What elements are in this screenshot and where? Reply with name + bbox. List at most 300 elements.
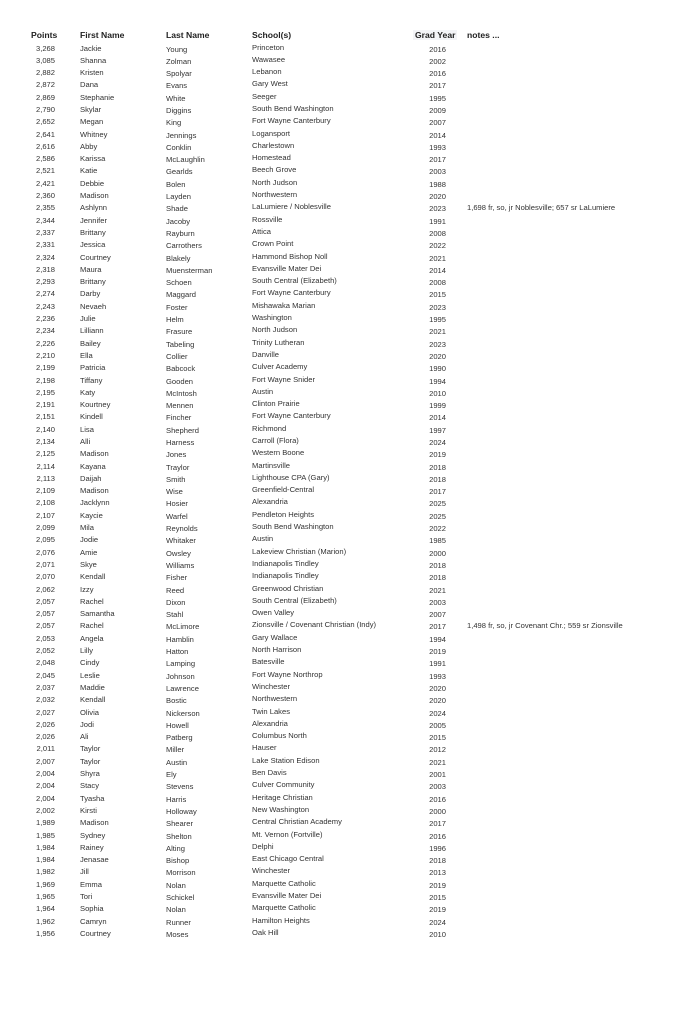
cell-last-name: Maggard [166, 290, 196, 300]
cell-school: Fort Wayne Canterbury [252, 288, 331, 298]
table-row [0, 682, 673, 694]
cell-school: Delphi [252, 841, 274, 851]
cell-first-name: Katie [80, 166, 98, 176]
table-row [0, 756, 673, 768]
table-row [0, 817, 673, 829]
cell-points: 2,076 [35, 547, 55, 557]
cell-grad-year: 2010 [429, 388, 446, 398]
cell-points: 2,107 [35, 510, 55, 520]
cell-last-name: Zolman [166, 56, 192, 66]
cell-first-name: Darby [80, 289, 101, 299]
cell-grad-year: 2023 [429, 339, 446, 349]
cell-points: 2,007 [35, 756, 55, 766]
cell-points: 2,057 [35, 596, 55, 606]
cell-grad-year: 2021 [429, 253, 446, 263]
cell-school: South Central (Elizabeth) [252, 276, 337, 286]
cell-grad-year: 1993 [429, 671, 446, 681]
cell-last-name: Dixon [166, 597, 186, 607]
cell-grad-year: 2008 [429, 278, 446, 288]
cell-first-name: Shyra [80, 769, 100, 779]
cell-points: 2,045 [35, 670, 55, 680]
header-notes: notes ... [467, 30, 500, 40]
cell-school: East Chicago Central [252, 854, 324, 864]
cell-grad-year: 2012 [429, 745, 446, 755]
cell-last-name: Collier [166, 351, 188, 361]
cell-last-name: Foster [166, 302, 188, 312]
cell-grad-year: 2005 [429, 720, 446, 730]
cell-last-name: Tabeling [166, 339, 195, 349]
cell-last-name: Shearer [166, 819, 194, 829]
cell-first-name: Bailey [80, 338, 101, 348]
cell-last-name: Smith [166, 474, 186, 484]
cell-points: 2,521 [35, 166, 55, 176]
cell-first-name: Sydney [80, 830, 106, 840]
cell-school: South Bend Washington [252, 103, 334, 113]
cell-first-name: Jill [80, 867, 89, 877]
cell-grad-year: 2016 [429, 69, 446, 79]
cell-grad-year: 2022 [429, 524, 446, 534]
cell-points: 2,057 [35, 609, 55, 619]
table-row [0, 719, 673, 731]
cell-school: Gary Wallace [252, 632, 298, 642]
table-row [0, 731, 673, 743]
cell-school: Owen Valley [252, 608, 295, 618]
cell-first-name: Skye [80, 559, 97, 569]
cell-school: Zionsville / Covenant Christian (Indy) [252, 620, 377, 630]
cell-last-name: Conklin [166, 142, 192, 152]
cell-school: Heritage Christian [252, 792, 313, 802]
cell-points: 2,331 [35, 240, 55, 250]
cell-points: 2,134 [35, 437, 55, 446]
cell-grad-year: 1994 [429, 634, 446, 644]
cell-points: 2,062 [35, 584, 55, 594]
table-row [0, 178, 673, 190]
table-row [0, 670, 673, 682]
cell-last-name: Nolan [166, 880, 186, 890]
cell-first-name: Lisa [80, 424, 94, 434]
cell-last-name: Nolan [166, 905, 186, 915]
cell-grad-year: 2020 [429, 696, 446, 706]
cell-last-name: Spolyar [166, 69, 192, 79]
table-row [0, 596, 673, 608]
cell-grad-year: 2021 [429, 585, 446, 595]
cell-grad-year: 2019 [429, 905, 446, 915]
cell-first-name: Tiffany [80, 375, 103, 385]
cell-points: 2,004 [35, 781, 55, 791]
cell-last-name: Stevens [166, 782, 194, 792]
cell-school: South Bend Washington [252, 522, 334, 532]
table-row [0, 633, 673, 645]
table-row [0, 461, 673, 473]
cell-school: Western Boone [252, 448, 305, 458]
cell-first-name: Patricia [80, 363, 106, 373]
cell-last-name: Gooden [166, 376, 194, 386]
cell-points: 2,243 [35, 301, 55, 311]
cell-points: 2,337 [35, 227, 55, 237]
table-row [0, 916, 673, 928]
cell-school: New Washington [252, 804, 310, 814]
cell-school: Lake Station Edison [252, 755, 320, 765]
cell-first-name: Alli [80, 437, 91, 446]
cell-points: 2,109 [35, 486, 55, 496]
cell-first-name: Abby [80, 141, 98, 151]
table-row [0, 338, 673, 350]
cell-points: 2,210 [35, 350, 55, 360]
table-row [0, 928, 673, 940]
cell-first-name: Madison [80, 191, 109, 201]
cell-grad-year: 1994 [429, 376, 446, 386]
cell-last-name: Schoen [166, 278, 192, 288]
cell-last-name: Williams [166, 560, 195, 570]
cell-last-name: Shepherd [166, 425, 199, 435]
table-row [0, 202, 673, 214]
table-row [0, 780, 673, 792]
cell-school: Northwestern [252, 190, 298, 200]
cell-first-name: Taylor [80, 756, 101, 766]
header-points: Points [31, 30, 58, 40]
cell-points: 2,053 [35, 633, 55, 643]
header-schools: School(s) [252, 30, 292, 40]
cell-first-name: Emma [80, 879, 102, 889]
cell-first-name: Daijah [80, 473, 102, 483]
cell-points: 1,965 [35, 891, 55, 901]
cell-grad-year: 2003 [429, 597, 446, 607]
cell-last-name: Harris [166, 794, 187, 804]
cell-last-name: Evans [166, 81, 188, 91]
cell-points: 2,344 [35, 215, 55, 225]
cell-school: Marquette Catholic [252, 878, 316, 888]
cell-last-name: Moses [166, 929, 189, 939]
cell-last-name: Fincher [166, 413, 192, 423]
cell-grad-year: 2001 [429, 770, 446, 780]
cell-school: Lakeview Christian (Marion) [252, 546, 347, 556]
cell-last-name: Gearlds [166, 167, 193, 177]
cell-school: Crown Point [252, 239, 294, 249]
cell-school: Wawasee [252, 54, 286, 64]
table-row [0, 559, 673, 571]
table-row [0, 793, 673, 805]
cell-grad-year: 2014 [429, 265, 446, 275]
cell-points: 2,324 [35, 252, 55, 262]
cell-first-name: Kindell [80, 412, 103, 422]
cell-last-name: Muensterman [166, 265, 213, 275]
cell-school: Greenwood Christian [252, 583, 324, 593]
cell-points: 1,984 [35, 855, 55, 865]
table-row [0, 313, 673, 325]
cell-first-name: Rachel [80, 596, 104, 606]
cell-first-name: Rainey [80, 842, 104, 852]
table-row [0, 620, 673, 632]
table-row [0, 448, 673, 460]
table-row [0, 768, 673, 780]
cell-last-name: Traylor [166, 462, 190, 472]
cell-last-name: Mennen [166, 401, 194, 411]
cell-first-name: Brittany [80, 227, 106, 237]
table-row [0, 239, 673, 251]
cell-last-name: Carrothers [166, 241, 202, 251]
cell-school: Lighthouse CPA (Gary) [252, 472, 330, 482]
cell-points: 1,982 [35, 867, 55, 877]
cell-grad-year: 2014 [429, 130, 446, 140]
table-row [0, 288, 673, 300]
cell-grad-year: 2017 [429, 487, 446, 497]
table-row [0, 129, 673, 141]
cell-grad-year: 2017 [429, 622, 446, 632]
cell-points: 2,032 [35, 695, 55, 705]
cell-school: Culver Community [252, 780, 315, 790]
cell-points: 1,989 [35, 818, 55, 828]
cell-school: Princeton [252, 42, 285, 52]
cell-school: Lebanon [252, 67, 282, 77]
cell-first-name: Courtney [80, 252, 111, 262]
cell-school: Mt. Vernon (Fortville) [252, 829, 323, 839]
cell-school: Ben Davis [252, 768, 287, 778]
table-row [0, 92, 673, 104]
cell-first-name: Lilly [80, 646, 94, 656]
cell-school: North Judson [252, 177, 298, 187]
cell-grad-year: 2015 [429, 892, 446, 902]
cell-first-name: Camryn [80, 916, 107, 926]
table-row [0, 301, 673, 313]
cell-grad-year: 1988 [429, 179, 446, 189]
cell-last-name: Nickerson [166, 708, 200, 718]
cell-grad-year: 1996 [429, 843, 446, 853]
cell-grad-year: 2021 [429, 327, 446, 337]
cell-school: Culver Academy [252, 362, 308, 372]
cell-points: 1,964 [35, 904, 55, 914]
cell-grad-year: 2024 [429, 708, 446, 718]
cell-school: Mishawaka Marian [252, 300, 316, 310]
cell-last-name: King [166, 118, 182, 128]
cell-last-name: Fisher [166, 573, 188, 583]
cell-grad-year: 2015 [429, 733, 446, 743]
cell-grad-year: 1990 [429, 364, 446, 374]
cell-last-name: Warfel [166, 511, 188, 521]
table-row [0, 411, 673, 423]
cell-first-name: Maura [80, 264, 102, 274]
cell-points: 2,274 [35, 289, 55, 299]
cell-points: 2,002 [35, 805, 55, 815]
table-row [0, 67, 673, 79]
cell-school: Indianapolis Tindley [252, 571, 319, 581]
cell-last-name: McLimore [166, 622, 200, 632]
cell-school: Rossville [252, 214, 283, 224]
cell-grad-year: 2019 [429, 450, 446, 460]
cell-first-name: Whitney [80, 129, 108, 139]
cell-school: Columbus North [252, 731, 307, 741]
cell-first-name: Mila [80, 523, 94, 533]
cell-last-name: Diggins [166, 105, 192, 115]
cell-school: Oak Hill [252, 927, 279, 937]
cell-points: 2,114 [36, 461, 55, 471]
cell-points: 2,108 [35, 498, 55, 508]
cell-points: 2,236 [35, 314, 55, 324]
cell-school: Attica [252, 226, 271, 236]
cell-points: 2,113 [36, 473, 55, 483]
table-row [0, 707, 673, 719]
cell-grad-year: 1997 [429, 425, 446, 435]
cell-points: 2,095 [35, 535, 55, 545]
cell-first-name: Karissa [80, 154, 106, 164]
cell-points: 2,652 [35, 117, 55, 127]
cell-school: Fort Wayne Canterbury [252, 116, 331, 126]
cell-school: Greenfield-Central [252, 485, 315, 495]
cell-last-name: Schickel [166, 892, 195, 902]
cell-points: 2,191 [35, 400, 55, 410]
cell-points: 2,869 [35, 92, 55, 102]
cell-school: Northwestern [252, 694, 298, 704]
cell-last-name: Alting [166, 843, 185, 853]
cell-grad-year: 2020 [429, 351, 446, 361]
cell-last-name: Rayburn [166, 228, 195, 238]
cell-first-name: Jessica [80, 240, 106, 250]
cell-grad-year: 2007 [429, 610, 446, 620]
cell-school: Twin Lakes [252, 706, 290, 716]
cell-points: 2,071 [35, 559, 55, 569]
cell-points: 2,421 [35, 178, 55, 188]
cell-school: Austin [252, 386, 274, 396]
cell-last-name: Layden [166, 192, 191, 202]
cell-first-name: Samantha [80, 609, 115, 619]
cell-last-name: McIntosh [166, 388, 197, 398]
cell-first-name: Jacklynn [80, 498, 110, 508]
cell-points: 2,586 [35, 154, 55, 164]
header-grad-year: Grad Year [415, 30, 456, 40]
cell-notes: 1,498 fr, so, jr Covenant Chr.; 559 sr Zionsville [467, 621, 623, 631]
cell-school: Trinity Lutheran [252, 337, 305, 347]
table-row [0, 571, 673, 583]
cell-points: 2,355 [35, 203, 55, 213]
table-row [0, 510, 673, 522]
cell-first-name: Jodi [80, 719, 94, 729]
cell-grad-year: 1991 [429, 659, 446, 669]
cell-points: 2,199 [35, 363, 55, 373]
cell-school: Winchester [252, 681, 290, 691]
cell-first-name: Kendall [80, 572, 106, 582]
cell-last-name: Lawrence [166, 683, 199, 693]
cell-points: 1,962 [35, 916, 55, 926]
cell-last-name: Helm [166, 315, 184, 325]
cell-points: 1,969 [35, 879, 55, 889]
cell-points: 2,234 [35, 326, 55, 336]
cell-school: Fort Wayne Snider [252, 374, 316, 384]
cell-last-name: Patberg [166, 733, 193, 743]
cell-school: Alexandria [252, 497, 288, 507]
cell-school: Austin [252, 534, 274, 544]
cell-first-name: Stephanie [80, 92, 115, 102]
cell-points: 2,198 [35, 375, 55, 385]
cell-last-name: White [166, 93, 186, 103]
cell-last-name: Hatton [166, 647, 189, 657]
cell-points: 2,882 [35, 68, 55, 78]
cell-school: Richmond [252, 423, 287, 433]
cell-grad-year: 2010 [429, 929, 446, 939]
cell-points: 2,641 [35, 129, 55, 139]
cell-points: 2,125 [35, 449, 55, 459]
cell-grad-year: 1995 [429, 93, 446, 103]
cell-school: Carroll (Flora) [252, 436, 299, 445]
cell-first-name: Kirsti [80, 805, 97, 815]
cell-grad-year: 2003 [429, 167, 446, 177]
table-row [0, 215, 673, 227]
table-row [0, 399, 673, 411]
cell-points: 1,956 [35, 928, 55, 938]
cell-school: Charlestown [252, 140, 295, 150]
table-row [0, 375, 673, 387]
cell-first-name: Megan [80, 117, 104, 127]
table-row [0, 387, 673, 399]
cell-first-name: Maddie [80, 682, 105, 692]
cell-points: 2,048 [35, 658, 55, 668]
cell-grad-year: 2025 [429, 511, 446, 521]
cell-first-name: Sophia [80, 904, 104, 914]
table-body [0, 43, 673, 941]
cell-last-name: Jacoby [166, 216, 191, 226]
cell-points: 2,026 [35, 719, 55, 729]
cell-points: 2,790 [35, 104, 55, 114]
cell-school: Marquette Catholic [252, 903, 316, 913]
header-first-name: First Name [80, 30, 125, 40]
cell-points: 3,085 [35, 55, 55, 65]
cell-last-name: Babcock [166, 364, 196, 374]
cell-grad-year: 2018 [429, 462, 446, 472]
table-row [0, 43, 673, 55]
cell-grad-year: 2014 [429, 413, 446, 423]
cell-school: Homestead [252, 153, 291, 163]
cell-first-name: Madison [80, 486, 109, 496]
cell-first-name: Leslie [80, 670, 100, 680]
cell-first-name: Kayana [80, 461, 106, 471]
cell-school: Clinton Prairie [252, 399, 300, 409]
cell-points: 2,318 [35, 264, 55, 274]
cell-grad-year: 2025 [429, 499, 446, 509]
cell-grad-year: 2015 [429, 290, 446, 300]
cell-last-name: Frasure [166, 327, 193, 337]
cell-grad-year: 1995 [429, 315, 446, 325]
cell-first-name: Brittany [80, 277, 106, 287]
table-row [0, 252, 673, 264]
cell-points: 2,057 [35, 621, 55, 631]
cell-first-name: Taylor [80, 744, 101, 754]
cell-grad-year: 1999 [429, 401, 446, 411]
cell-last-name: Bolen [166, 179, 186, 189]
cell-school: Hauser [252, 743, 277, 753]
cell-points: 2,872 [35, 80, 55, 90]
table-row [0, 55, 673, 67]
cell-school: Beech Grove [252, 165, 297, 175]
cell-school: Evansville Mater Dei [252, 263, 322, 273]
table-row [0, 830, 673, 842]
table-row [0, 866, 673, 878]
cell-first-name: Kaycie [80, 510, 103, 520]
cell-points: 2,011 [36, 744, 55, 754]
cell-last-name: Morrison [166, 868, 196, 878]
table-row [0, 854, 673, 866]
table-row [0, 116, 673, 128]
cell-grad-year: 2017 [429, 81, 446, 91]
cell-last-name: Jones [166, 450, 187, 460]
cell-points: 1,984 [35, 842, 55, 852]
cell-school: North Harrison [252, 645, 302, 655]
cell-grad-year: 2024 [429, 438, 446, 447]
cell-grad-year: 2019 [429, 880, 446, 890]
cell-grad-year: 1993 [429, 142, 446, 152]
table-row [0, 362, 673, 374]
cell-grad-year: 2016 [429, 831, 446, 841]
cell-points: 2,151 [35, 412, 55, 422]
cell-school: Indianapolis Tindley [252, 558, 319, 568]
cell-last-name: Johnson [166, 671, 195, 681]
